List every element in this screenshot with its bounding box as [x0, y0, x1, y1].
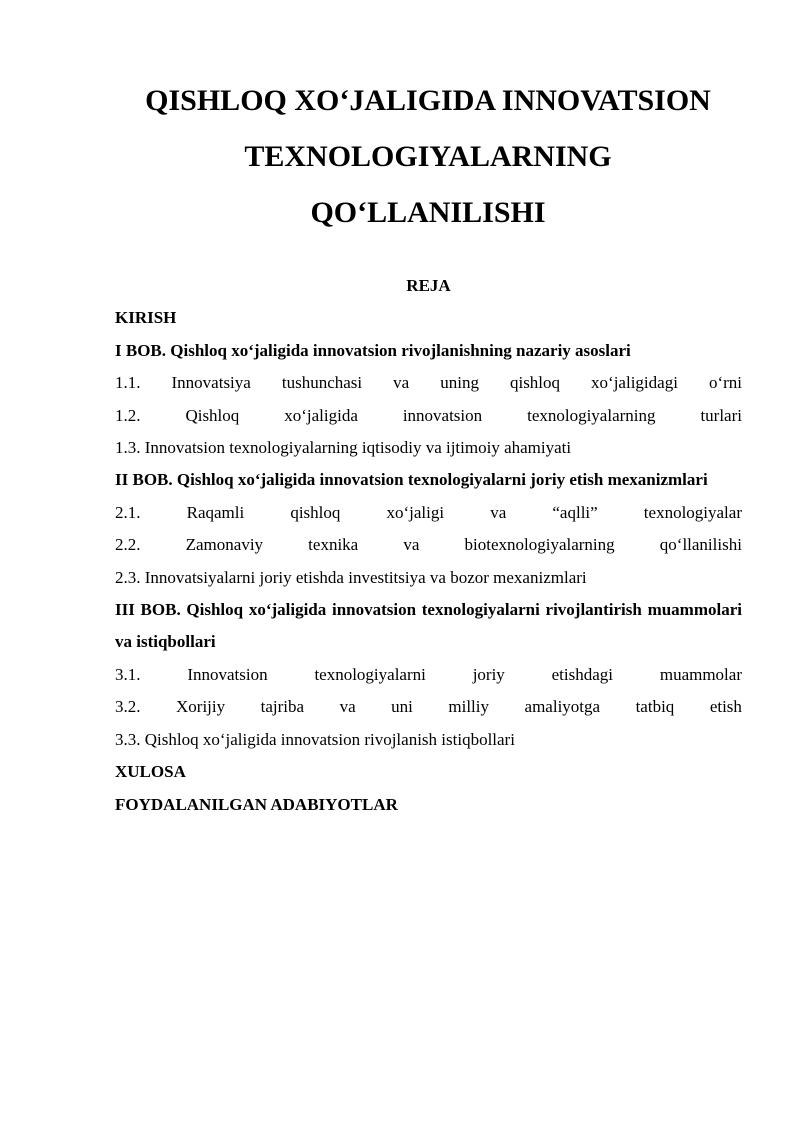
word: texnologiyalar — [643, 502, 742, 522]
word: etishdagi — [551, 664, 614, 684]
word: o‘rni — [708, 373, 742, 393]
word: Xorijiy — [176, 697, 226, 717]
word: va — [490, 502, 507, 522]
title-line-3: QO‘LLANILISHI — [310, 196, 546, 229]
word: uning — [440, 373, 479, 393]
word: joriy — [472, 664, 505, 684]
word: 2.1. — [115, 502, 141, 522]
toc-section-2-3: 2.3. Innovatsiyalarni joriy etishda investitsiya va bozor mexanizmlari — [115, 567, 587, 587]
toc-section-3-2 — [115, 691, 742, 723]
word: 2.2. — [115, 535, 141, 555]
word: Innovatsion — [187, 664, 268, 684]
word: 1.1. — [115, 373, 141, 393]
toc-section-3-3: 3.3. Qishloq xo‘jaligida innovatsion rivojlanish istiqbollari — [115, 729, 515, 749]
word: muammolar — [659, 664, 742, 684]
document-title — [100, 73, 756, 241]
toc-chapter-1: I BOB. Qishloq xo‘jaligida innovatsion rivojlanishning nazariy asoslari — [115, 340, 631, 360]
toc-section-2-2 — [115, 529, 742, 561]
word: etish — [709, 697, 742, 717]
word: “aqlli” — [552, 502, 598, 522]
word: va — [403, 535, 420, 555]
word: innovatsion — [402, 405, 483, 425]
word: milliy — [448, 697, 490, 717]
toc-references: FOYDALANILGAN ADABIYOTLAR — [115, 794, 398, 814]
title-line-1: QISHLOQ XO‘JALIGIDA INNOVATSION — [145, 84, 711, 117]
word: turlari — [700, 405, 742, 425]
toc-section-1-3: 1.3. Innovatsion texnologiyalarning iqtisodiy va ijtimoiy ahamiyati — [115, 438, 572, 458]
word: xo‘jaligi — [386, 502, 445, 522]
word: va — [339, 697, 356, 717]
toc-chapter-3: III BOB. Qishloq xo‘jaligida innovatsion texnologiyalarni rivojlantirish muammolari va istiqbollari — [115, 600, 742, 652]
word: Zamonaviy — [185, 535, 264, 555]
toc-intro: KIRISH — [115, 308, 177, 328]
word: biotexnologiyalarning — [464, 535, 615, 555]
word: qo‘llanilishi — [659, 535, 742, 555]
word: texnologiyalarni — [314, 664, 426, 684]
word: qishloq — [290, 502, 341, 522]
word: xo‘jaligidagi — [591, 373, 678, 393]
word: texnologiyalarning — [527, 405, 656, 425]
word: xo‘jaligida — [284, 405, 358, 425]
word: tushunchasi — [281, 373, 363, 393]
word: amaliyotga — [524, 697, 601, 717]
word: uni — [391, 697, 413, 717]
word: tajriba — [260, 697, 305, 717]
word: 1.2. — [115, 405, 141, 425]
word: Raqamli — [186, 502, 245, 522]
title-line-2: TEXNOLOGIYALARNING — [244, 140, 612, 173]
toc-section-3-1 — [115, 659, 742, 691]
word: tatbiq — [635, 697, 675, 717]
word: texnika — [308, 535, 359, 555]
toc-section-1-2 — [115, 400, 742, 432]
word: Qishloq — [185, 405, 240, 425]
word: qishloq — [509, 373, 561, 393]
word: va — [393, 373, 410, 393]
toc-chapter-2: II BOB. Qishloq xo‘jaligida innovatsion texnologiyalarni joriy etish mexanizmlari — [115, 470, 708, 490]
word: 3.1. — [115, 664, 141, 684]
table-of-contents — [115, 270, 742, 821]
toc-section-2-1 — [115, 497, 742, 529]
word: 3.2. — [115, 697, 141, 717]
word: Innovatsiya — [171, 373, 251, 393]
plan-heading: REJA — [406, 276, 451, 295]
toc-conclusion: XULOSA — [115, 762, 186, 782]
toc-section-1-1 — [115, 367, 742, 399]
